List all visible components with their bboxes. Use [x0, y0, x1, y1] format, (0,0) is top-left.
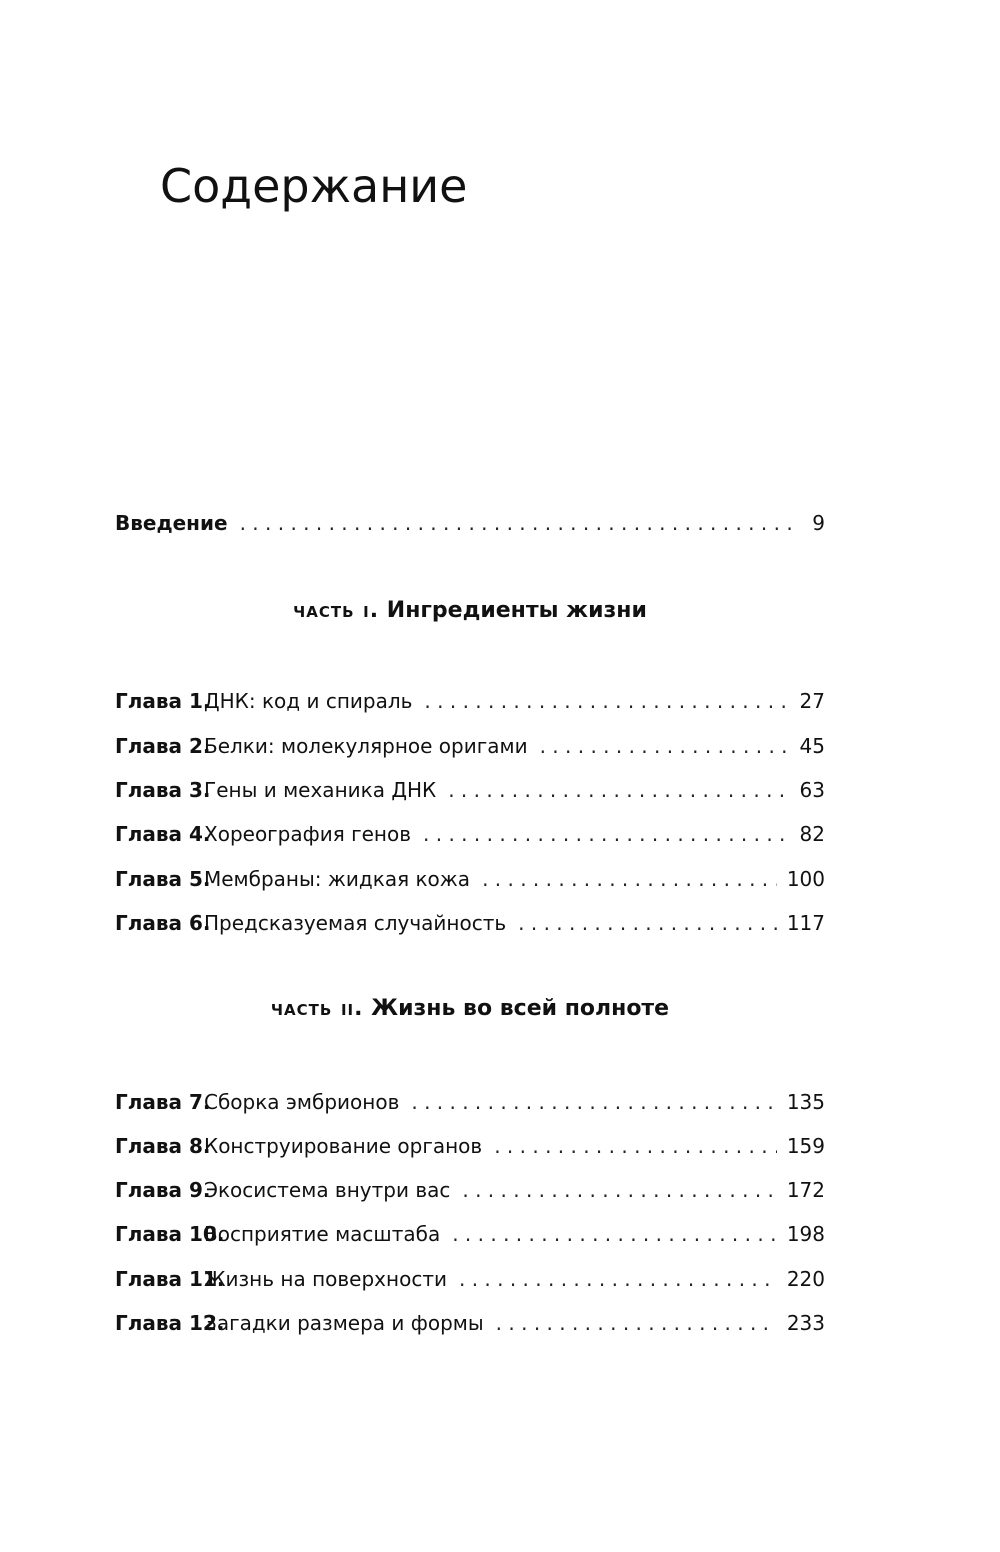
page-number: 82	[799, 822, 825, 846]
chapter-title: Сборка эмбрионов	[204, 1090, 400, 1114]
part-title: Ингредиенты жизни	[386, 598, 647, 623]
page-number: 63	[799, 778, 825, 802]
toc-entry-chapter[interactable]	[115, 1308, 825, 1338]
toc-entry-chapter[interactable]	[115, 731, 825, 761]
page-number: 172	[786, 1178, 825, 1202]
part-title: Жизнь во всей полноте	[371, 996, 670, 1021]
toc-entry-chapter[interactable]	[115, 1175, 825, 1205]
part-label: часть ii.	[270, 996, 364, 1021]
chapter-label: Глава 9.	[115, 1178, 211, 1202]
toc-entry-chapter[interactable]	[115, 1087, 825, 1117]
page-number: 198	[786, 1222, 825, 1246]
chapter-title: Экосистема внутри вас	[204, 1178, 451, 1202]
part-heading	[115, 994, 825, 1024]
chapter-label: Глава 3.	[115, 778, 211, 802]
dot-leader	[494, 1131, 777, 1161]
dot-leader	[423, 819, 790, 849]
dot-leader	[518, 908, 777, 938]
chapter-label: Глава 10.	[115, 1222, 225, 1246]
page-number: 117	[786, 911, 825, 935]
part-heading	[115, 596, 825, 626]
chapter-label: Глава 6.	[115, 911, 211, 935]
page-number: 27	[799, 689, 825, 713]
dot-leader	[240, 508, 795, 538]
dot-leader	[540, 731, 790, 761]
chapter-label: Глава 4.	[115, 822, 211, 846]
page-number: 100	[786, 867, 825, 891]
toc-entry-chapter[interactable]	[115, 819, 825, 849]
chapter-title: Предсказуемая случайность	[204, 911, 507, 935]
chapter-title: Мембраны: жидкая кожа	[204, 867, 471, 891]
dot-leader	[462, 1175, 776, 1205]
dot-leader	[459, 1264, 777, 1294]
chapter-title: Загадки размера и формы	[204, 1311, 484, 1335]
dot-leader	[496, 1308, 777, 1338]
toc-entry-chapter[interactable]	[115, 908, 825, 938]
toc-entry-chapter[interactable]	[115, 686, 825, 716]
intro-label: Введение	[115, 511, 228, 535]
page-title: Содержание	[160, 159, 468, 213]
page-number: 45	[799, 734, 825, 758]
page-number: 159	[786, 1134, 825, 1158]
page-number: 135	[786, 1090, 825, 1114]
chapter-title: Белки: молекулярное оригами	[204, 734, 528, 758]
dot-leader	[424, 686, 789, 716]
chapter-label: Глава 5.	[115, 867, 211, 891]
chapter-label: Глава 12.	[115, 1311, 225, 1335]
chapter-label: Глава 11.	[115, 1267, 225, 1291]
page-number: 9	[812, 511, 825, 535]
chapter-label: Глава 8.	[115, 1134, 211, 1158]
dot-leader	[448, 775, 789, 805]
chapter-title: Конструирование органов	[204, 1134, 483, 1158]
chapter-label: Глава 1.	[115, 689, 211, 713]
toc-entry-chapter[interactable]	[115, 1264, 825, 1294]
toc-entry-chapter[interactable]	[115, 775, 825, 805]
toc-entry-chapter[interactable]	[115, 1131, 825, 1161]
chapter-title: Восприятие масштаба	[204, 1222, 441, 1246]
dot-leader	[452, 1219, 777, 1249]
part-label: часть i.	[293, 598, 380, 623]
toc-entry-intro[interactable]	[115, 508, 825, 538]
dot-leader	[411, 1087, 776, 1117]
chapter-title: Жизнь на поверхности	[204, 1267, 447, 1291]
dot-leader	[482, 864, 777, 894]
chapter-title: ДНК: код и спираль	[204, 689, 413, 713]
toc-entry-chapter[interactable]	[115, 864, 825, 894]
page-number: 233	[786, 1311, 825, 1335]
chapter-title: Хореография генов	[204, 822, 412, 846]
chapter-label: Глава 2.	[115, 734, 211, 758]
chapter-title: Гены и механика ДНК	[204, 778, 437, 802]
chapter-label: Глава 7.	[115, 1090, 211, 1114]
page-number: 220	[786, 1267, 825, 1291]
toc-entry-chapter[interactable]	[115, 1219, 825, 1249]
